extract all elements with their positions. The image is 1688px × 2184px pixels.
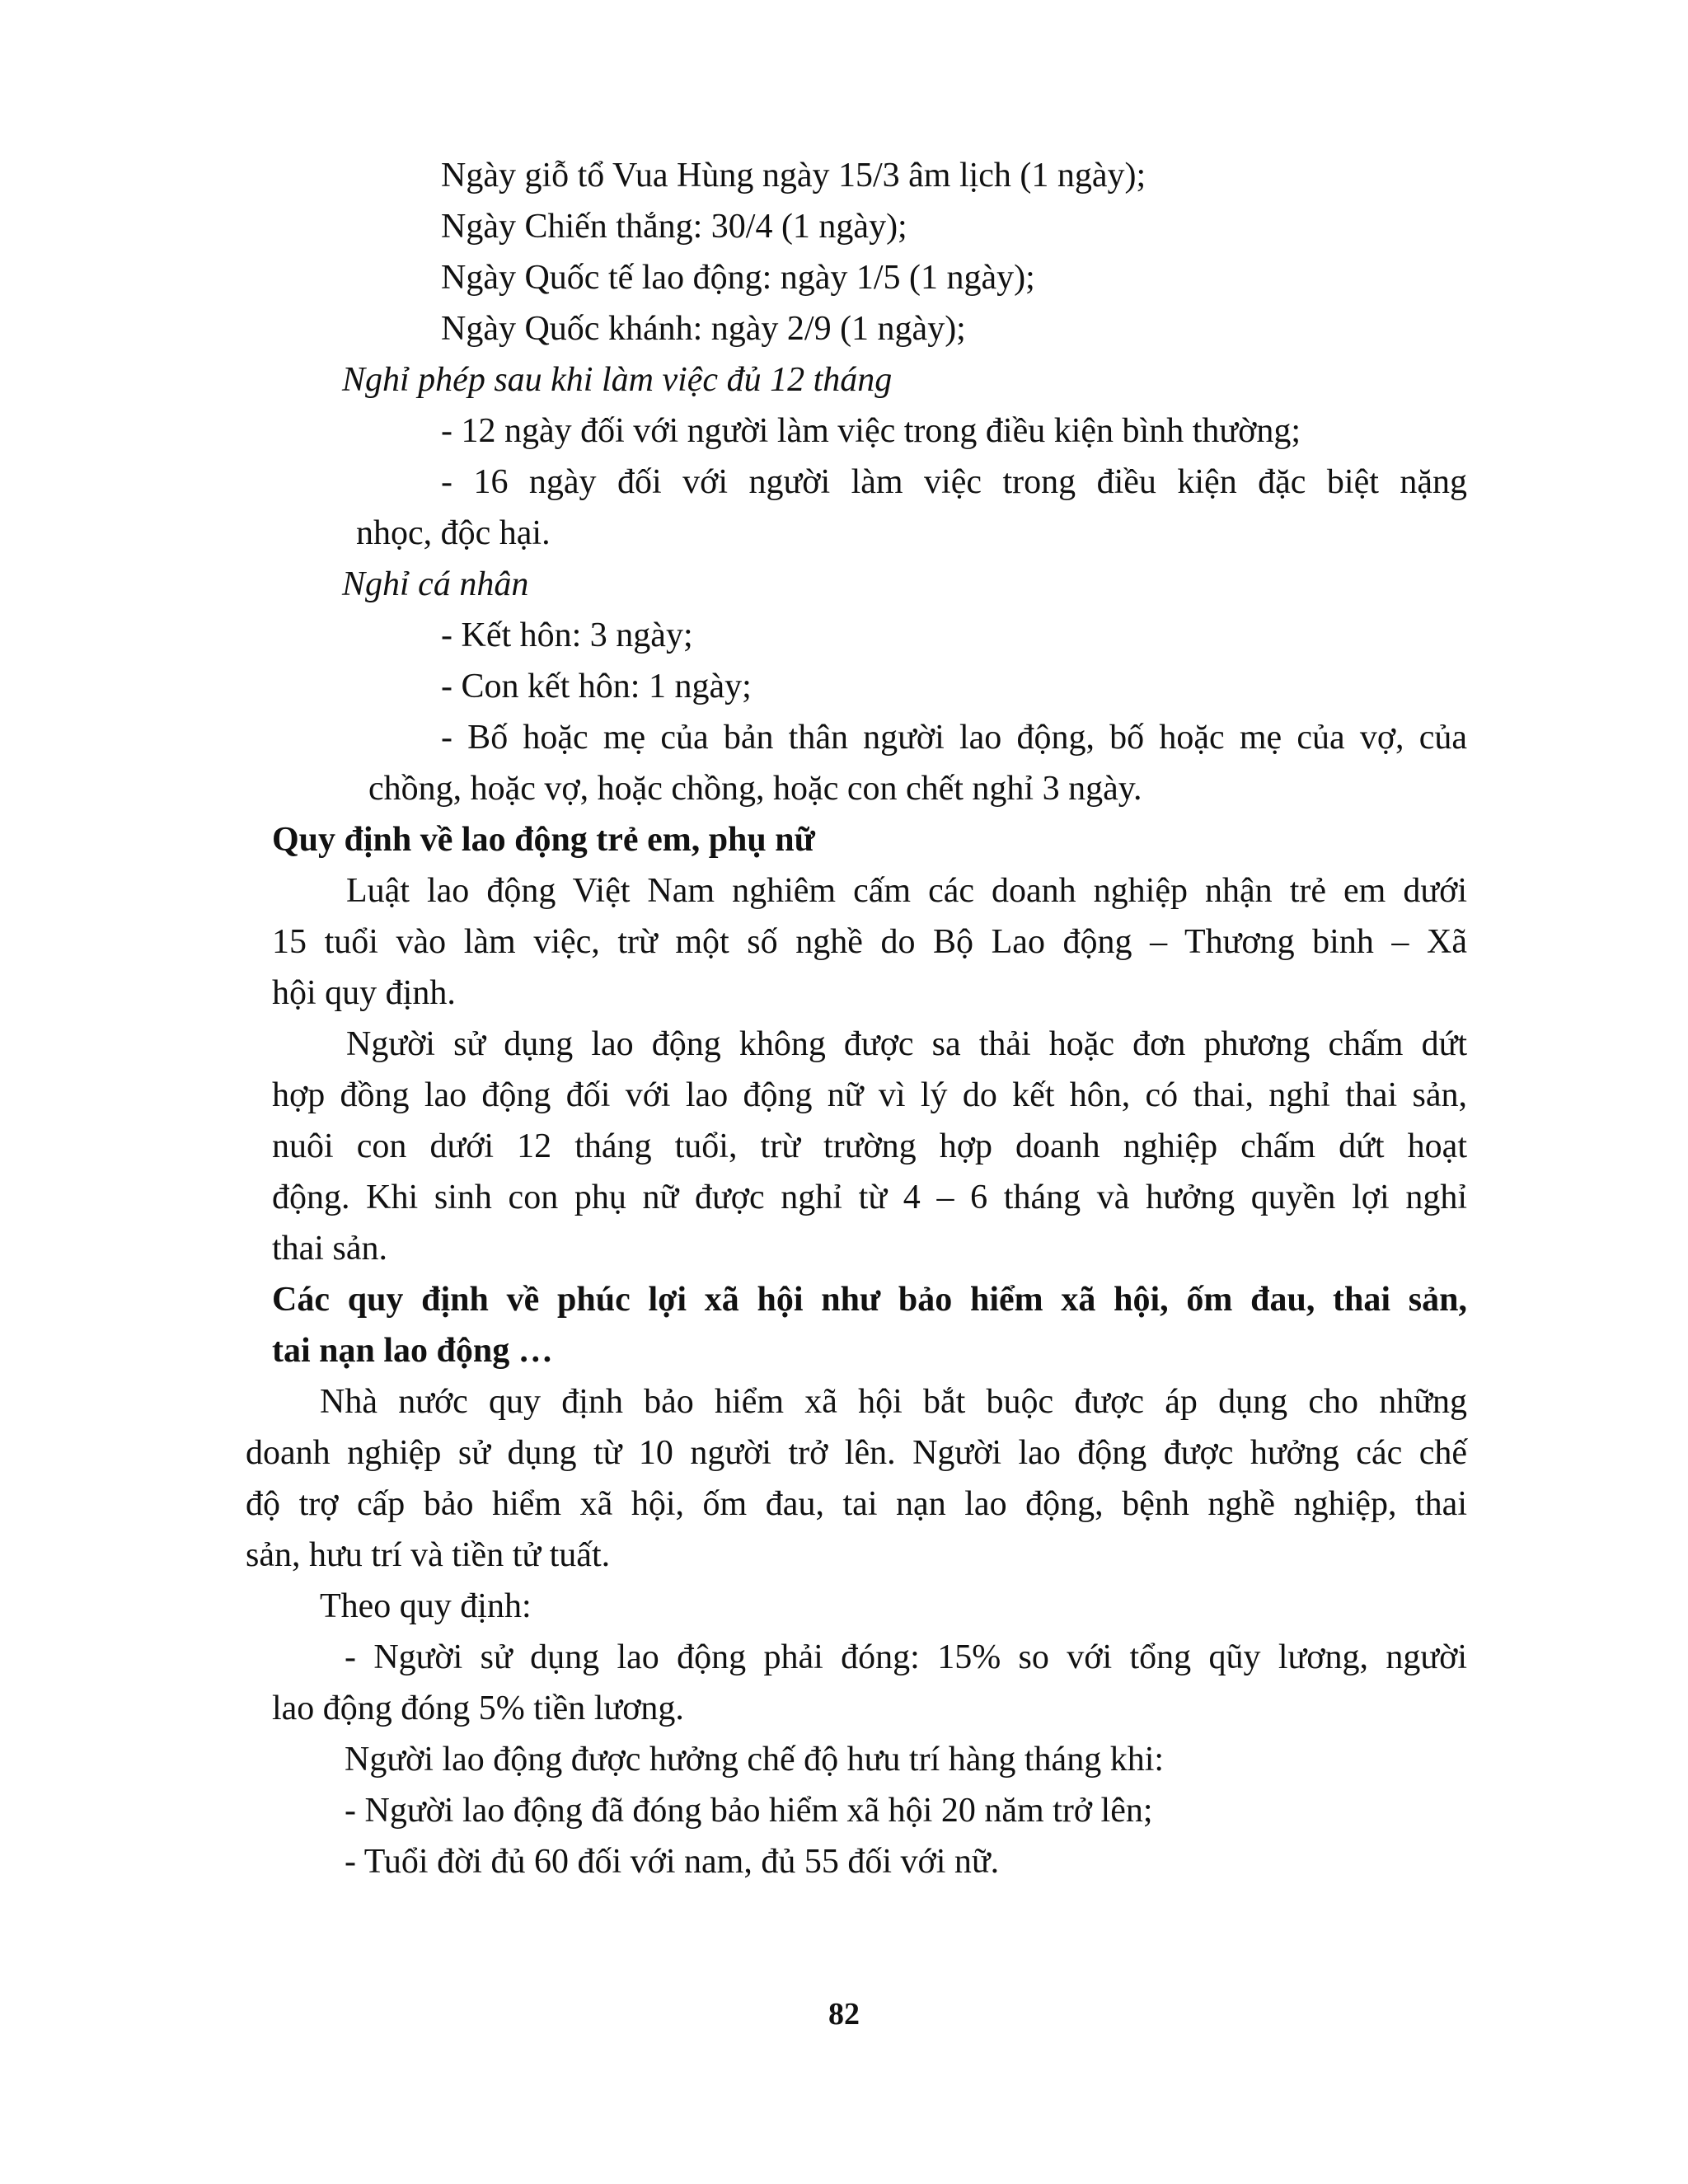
annual-leave-item-hazardous-line1: - 16 ngày đối với người làm việc trong điều kiện đặc biệt nặng	[441, 463, 1467, 501]
welfare-p4: Người lao động được hưởng chế độ hưu trí hàng tháng khi:	[345, 1741, 1165, 1779]
welfare-p1-line2: doanh nghiệp sử dụng từ 10 người trở lên. Người lao động được hưởng các chế	[246, 1434, 1467, 1472]
child-women-p2-line1: Người sử dụng lao động không được sa thải hoặc đơn phương chấm dứt	[346, 1025, 1467, 1063]
personal-leave-item-marriage: - Kết hôn: 3 ngày;	[441, 616, 693, 654]
annual-leave-item-normal: - 12 ngày đối với người làm việc trong điều kiện bình thường;	[441, 412, 1301, 450]
welfare-heading-line1: Các quy định về phúc lợi xã hội như bảo hiểm xã hội, ốm đau, thai sản,	[272, 1281, 1467, 1319]
child-women-p2-line4: động. Khi sinh con phụ nữ được nghỉ từ 4 – 6 tháng và hưởng quyền lợi nghỉ	[272, 1179, 1467, 1216]
welfare-p2: Theo quy định:	[320, 1587, 532, 1625]
page-number: 82	[828, 1997, 860, 2032]
annual-leave-item-hazardous-line2: nhọc, độc hại.	[356, 514, 551, 552]
annual-leave-heading: Nghỉ phép sau khi làm việc đủ 12 tháng	[342, 361, 893, 399]
child-women-p2-line2: hợp đồng lao động đối với lao động nữ vì lý do kết hôn, có thai, nghỉ thai sản,	[272, 1076, 1467, 1114]
welfare-p1-line1: Nhà nước quy định bảo hiểm xã hội bắt buộc được áp dụng cho những	[320, 1383, 1467, 1421]
child-women-p1-line3: hội quy định.	[272, 974, 456, 1012]
welfare-p6: - Tuổi đời đủ 60 đối với nam, đủ 55 đối với nữ.	[345, 1843, 1000, 1881]
welfare-heading-line2: tai nạn lao động …	[272, 1332, 553, 1370]
holiday-hung-kings: Ngày giỗ tổ Vua Hùng ngày 15/3 âm lịch (1 ngày);	[441, 157, 1146, 194]
holiday-victory-day: Ngày Chiến thắng: 30/4 (1 ngày);	[441, 208, 907, 246]
welfare-p3-line1: - Người sử dụng lao động phải đóng: 15% so với tổng qũy lương, người	[345, 1638, 1467, 1676]
child-women-heading: Quy định về lao động trẻ em, phụ nữ	[272, 821, 815, 859]
welfare-p5: - Người lao động đã đóng bảo hiểm xã hội 20 năm trở lên;	[345, 1792, 1153, 1830]
welfare-p1-line4: sản, hưu trí và tiền tử tuất.	[246, 1536, 611, 1574]
child-women-p2-line3: nuôi con dưới 12 tháng tuổi, trừ trường hợp doanh nghiệp chấm dứt hoạt	[272, 1127, 1467, 1165]
child-women-p1-line2: 15 tuổi vào làm việc, trừ một số nghề do Bộ Lao động – Thương binh – Xã	[272, 923, 1467, 961]
welfare-p3-line2: lao động đóng 5% tiền lương.	[272, 1690, 684, 1727]
welfare-p1-line3: độ trợ cấp bảo hiểm xã hội, ốm đau, tai nạn lao động, bệnh nghề nghiệp, thai	[246, 1485, 1467, 1523]
personal-leave-item-bereavement-line2: chồng, hoặc vợ, hoặc chồng, hoặc con chết nghỉ 3 ngày.	[368, 770, 1142, 808]
holiday-labour-day: Ngày Quốc tế lao động: ngày 1/5 (1 ngày);	[441, 259, 1035, 297]
holiday-national-day: Ngày Quốc khánh: ngày 2/9 (1 ngày);	[441, 310, 966, 348]
child-women-p1-line1: Luật lao động Việt Nam nghiêm cấm các doanh nghiệp nhận trẻ em dưới	[346, 872, 1467, 910]
personal-leave-item-bereavement-line1: - Bố hoặc mẹ của bản thân người lao động, bố hoặc mẹ của vợ, của	[441, 719, 1467, 757]
child-women-p2-line5: thai sản.	[272, 1230, 387, 1268]
personal-leave-item-child-marriage: - Con kết hôn: 1 ngày;	[441, 668, 752, 705]
personal-leave-heading: Nghỉ cá nhân	[342, 565, 529, 603]
